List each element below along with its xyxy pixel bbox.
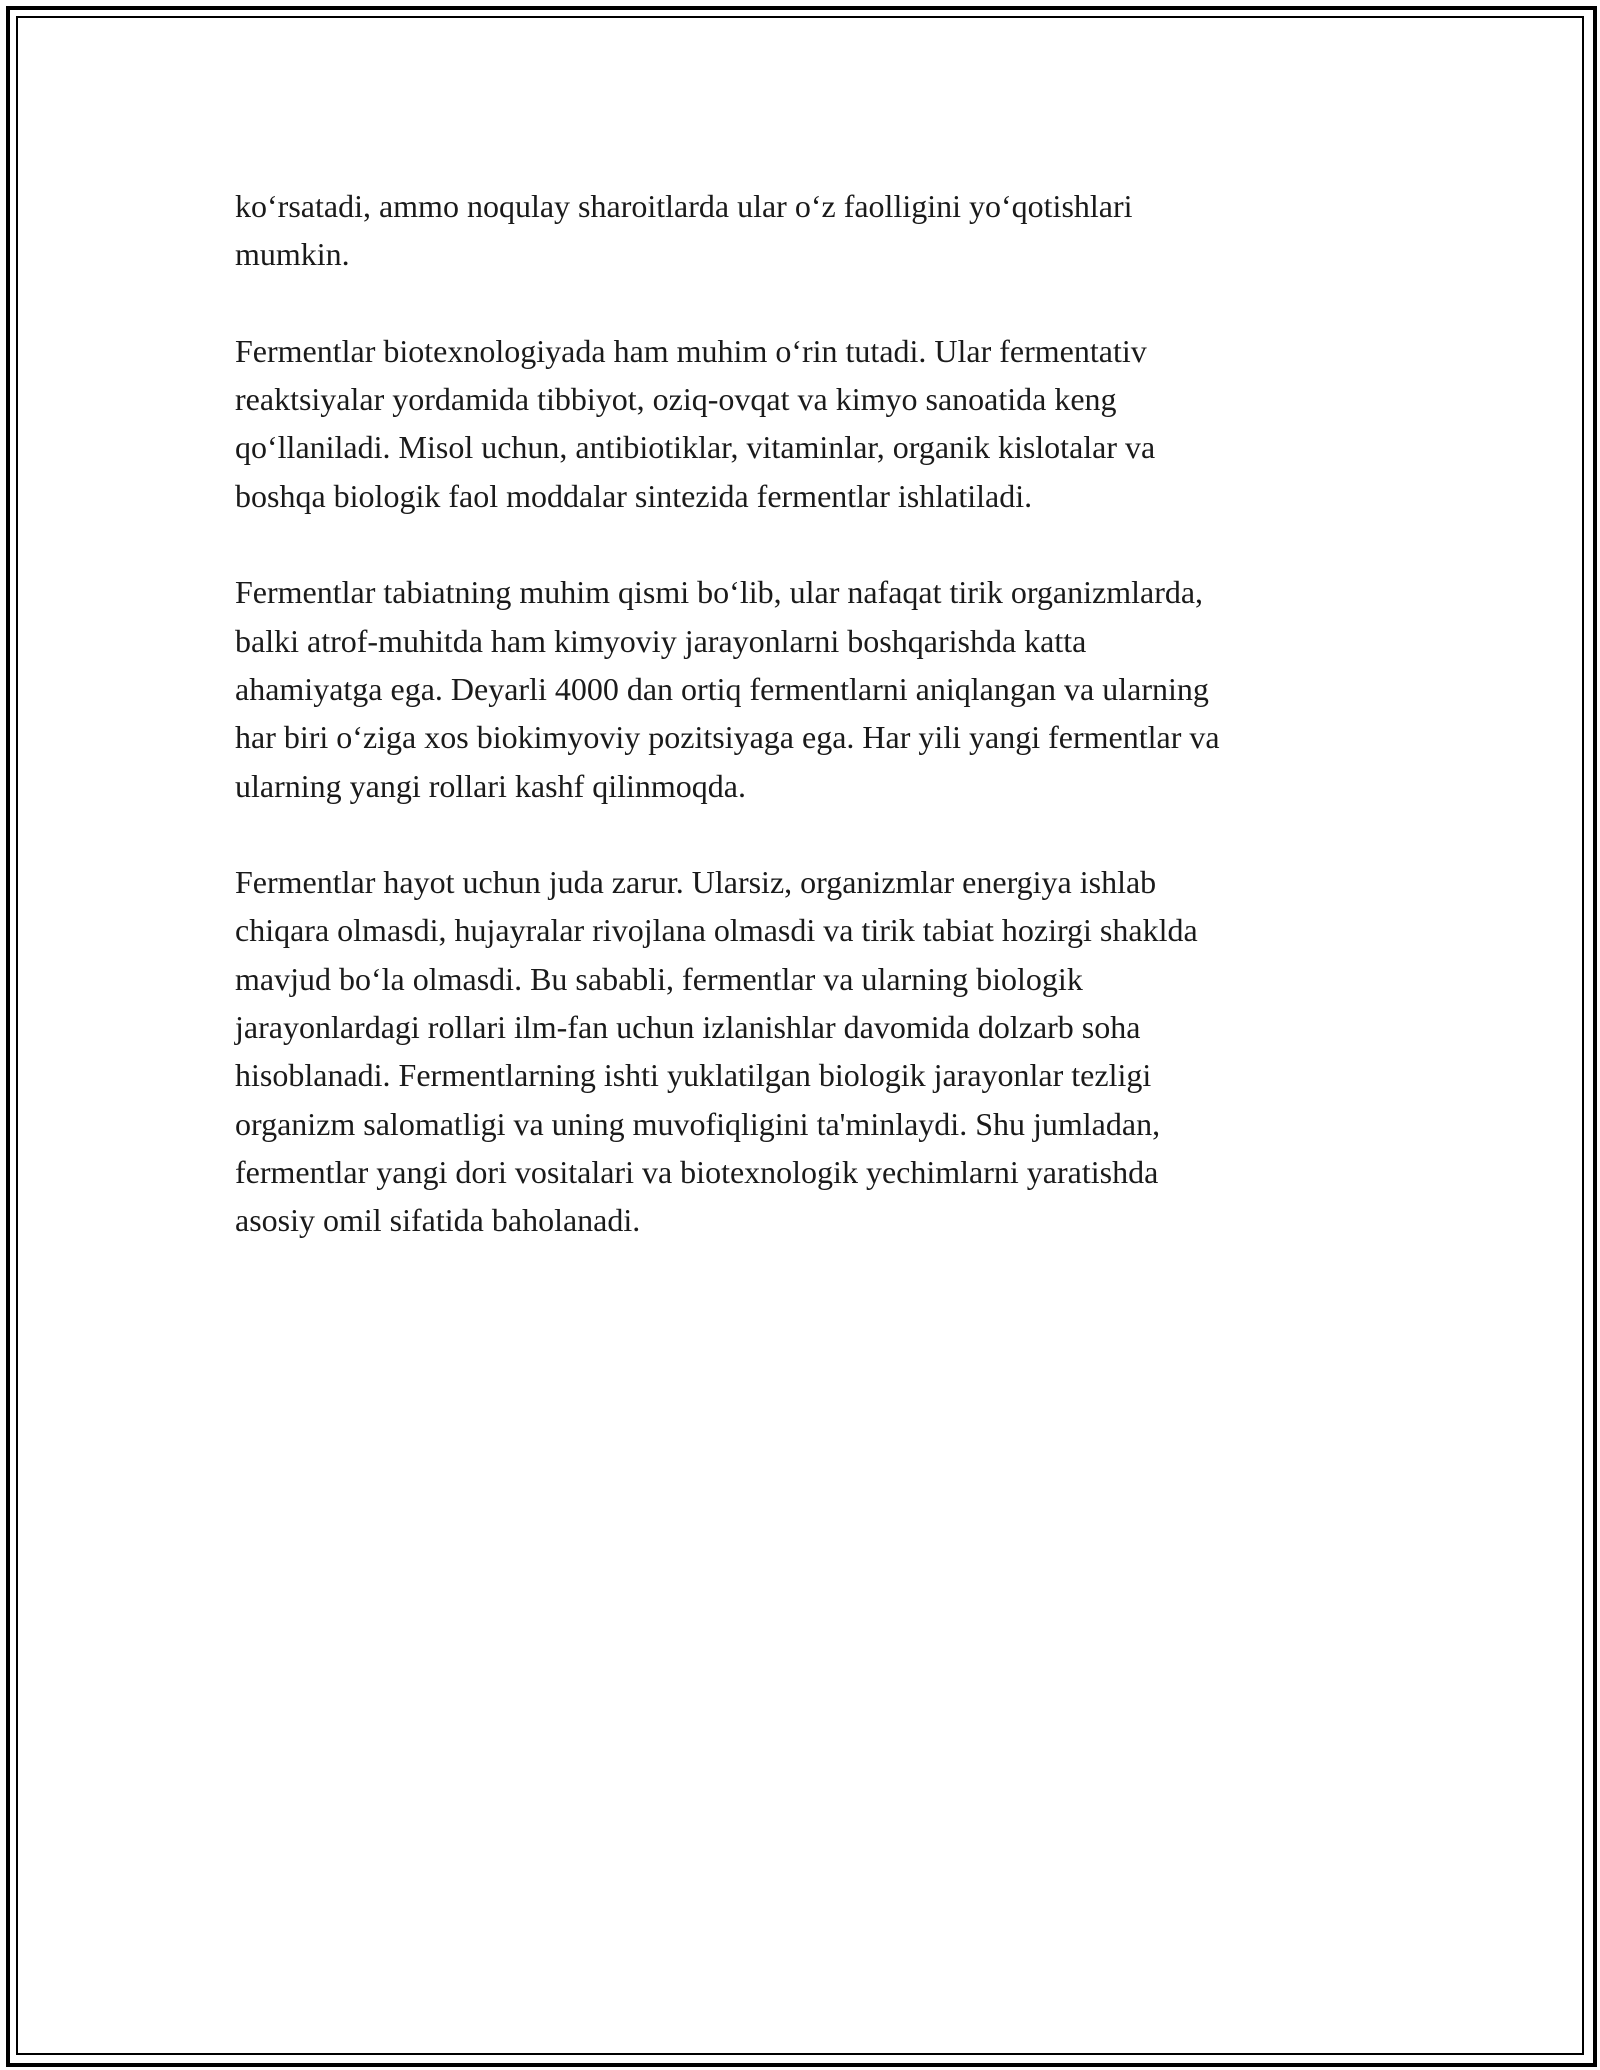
text-line: hisoblanadi. Fermentlarning ishti yuklatilgan biologik jarayonlar tezligi xyxy=(235,1057,1152,1094)
document-body xyxy=(235,182,1375,1293)
text-line: fermentlar yangi dori vositalari va biotexnologik yechimlarni yaratishda xyxy=(235,1153,1159,1190)
text-line: har biri o‘ziga xos biokimyoviy pozitsiyaga ega. Har yili yangi fermentlar va xyxy=(235,719,1220,756)
text-line: qo‘llaniladi. Misol uchun, antibiotiklar, vitaminlar, organik kislotalar va xyxy=(235,429,1156,466)
text-line: asosiy omil sifatida baholanadi. xyxy=(235,1202,641,1239)
paragraph-4 xyxy=(235,858,1375,1244)
text-line: organizm salomatligi va uning muvofiqligini ta'minlaydi. Shu jumladan, xyxy=(235,1105,1161,1142)
paragraph-3 xyxy=(235,568,1375,809)
text-line: mavjud bo‘la olmasdi. Bu sababli, fermentlar va ularning biologik xyxy=(235,960,1083,997)
text-line: Fermentlar tabiatning muhim qismi bo‘lib, ular nafaqat tirik organizmlarda, xyxy=(235,574,1204,611)
text-line: jarayonlardagi rollari ilm-fan uchun izlanishlar davomida dolzarb soha xyxy=(235,1009,1141,1046)
text-line: ularning yangi rollari kashf qilinmoqda. xyxy=(235,767,746,804)
text-line: balki atrof-muhitda ham kimyoviy jarayonlarni boshqarishda katta xyxy=(235,622,1087,659)
text-line: ko‘rsatadi, ammo noqulay sharoitlarda ular o‘z faolligini yo‘qotishlari xyxy=(235,188,1133,224)
text-line: reaktsiyalar yordamida tibbiyot, oziq-ovqat va kimyo sanoatida keng xyxy=(235,381,1117,418)
text-line: ahamiyatga ega. Deyarli 4000 dan ortiq fermentlarni aniqlangan va ularning xyxy=(235,670,1209,707)
text-line: mumkin. xyxy=(235,236,350,273)
text-line: chiqara olmasdi, hujayralar rivojlana olmasdi va tirik tabiat hozirgi shaklda xyxy=(235,912,1198,949)
paragraph-2 xyxy=(235,327,1375,520)
text-line: Fermentlar biotexnologiyada ham muhim o‘rin tutadi. Ular fermentativ xyxy=(235,332,1147,369)
text-line: Fermentlar hayot uchun juda zarur. Ularsiz, organizmlar energiya ishlab xyxy=(235,864,1157,901)
text-line: boshqa biologik faol moddalar sintezida fermentlar ishlatiladi. xyxy=(235,477,1033,514)
paragraph-1 xyxy=(235,182,1375,279)
